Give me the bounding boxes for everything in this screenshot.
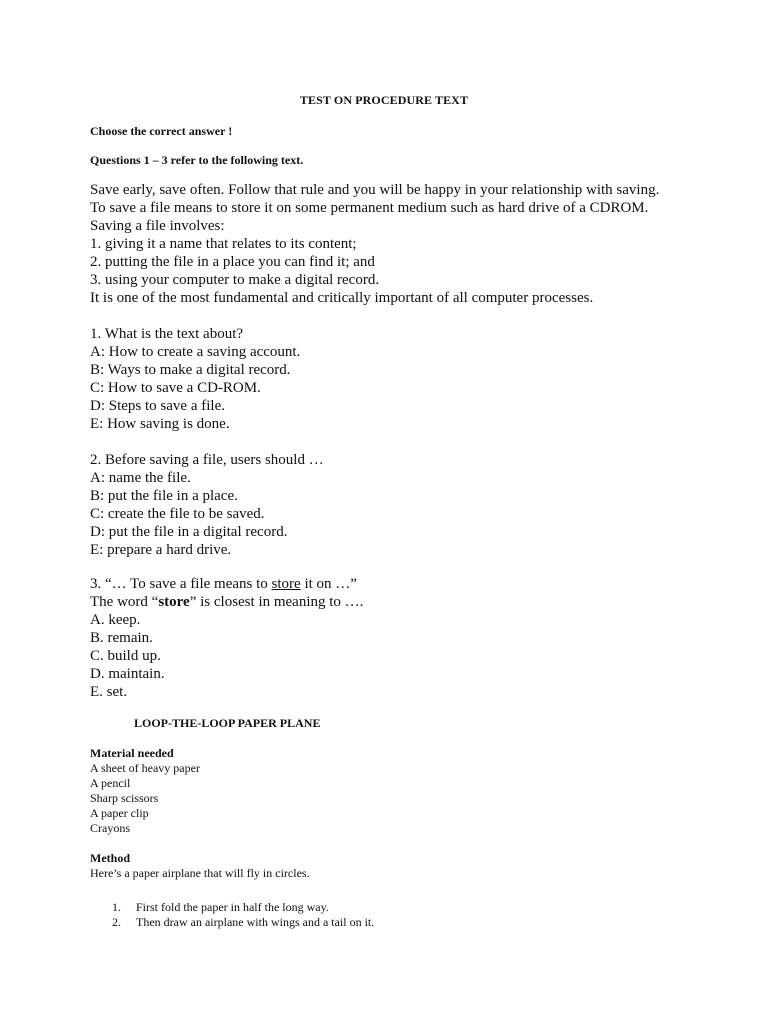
prompt-suffix: ” is closest in meaning to …. xyxy=(189,594,364,610)
passage-line: 1. giving it a name that relates to its content; xyxy=(90,236,357,252)
answer-option: C: How to save a CD-ROM. xyxy=(90,380,261,396)
method-intro: Here’s a paper airplane that will fly in circles. xyxy=(90,866,310,880)
material-item: Crayons xyxy=(90,821,130,835)
question-prompt xyxy=(90,593,730,611)
material-item: A pencil xyxy=(90,776,131,790)
question-text: 1. What is the text about? xyxy=(90,326,244,342)
answer-option: D: put the file in a digital record. xyxy=(90,524,288,540)
materials-list xyxy=(90,761,200,836)
method-heading: Method xyxy=(90,851,130,865)
method-steps xyxy=(112,900,374,930)
passage-line: Save early, save often. Follow that rule and you will be happy in your relationship with saving. xyxy=(90,182,660,198)
material-item: A sheet of heavy paper xyxy=(90,761,200,775)
answer-option: C: create the file to be saved. xyxy=(90,506,265,522)
answer-option: A: name the file. xyxy=(90,470,191,486)
prompt-prefix: The word “ xyxy=(90,594,159,610)
answer-option: A: How to create a saving account. xyxy=(90,344,301,360)
questions-reference: Questions 1 – 3 refer to the following text. xyxy=(90,153,304,167)
passage-line: It is one of the most fundamental and critically important of all computer processes. xyxy=(90,290,594,306)
answer-option: D. maintain. xyxy=(90,666,165,682)
question-2 xyxy=(90,451,730,559)
materials-heading: Material needed xyxy=(90,746,174,760)
step-text: First fold the paper in half the long way. xyxy=(136,900,329,914)
passage-line: To save a file means to store it on some permanent medium such as hard drive of a CDROM. xyxy=(90,200,649,216)
question-text xyxy=(90,575,730,593)
quote-suffix: it on …” xyxy=(300,576,357,592)
question-text: 2. Before saving a file, users should … xyxy=(90,452,324,468)
passage-line: 3. using your computer to make a digital record. xyxy=(90,272,380,288)
step-item xyxy=(112,900,374,915)
page-title: TEST ON PROCEDURE TEXT xyxy=(299,93,469,107)
quote-prefix: 3. “… To save a file means to xyxy=(90,576,272,592)
answer-option: E. set. xyxy=(90,684,128,700)
answer-option: B: put the file in a place. xyxy=(90,488,238,504)
step-text: Then draw an airplane with wings and a tail on it. xyxy=(136,915,375,929)
answer-option: E: How saving is done. xyxy=(90,416,230,432)
step-number: 1. xyxy=(112,900,121,914)
answer-option: C. build up. xyxy=(90,648,161,664)
step-item xyxy=(112,915,374,930)
passage xyxy=(90,181,730,307)
passage-line: 2. putting the file in a place you can find it; and xyxy=(90,254,375,270)
answer-option: B. remain. xyxy=(90,630,153,646)
answer-option: A. keep. xyxy=(90,612,141,628)
answer-option: B: Ways to make a digital record. xyxy=(90,362,291,378)
instruction: Choose the correct answer ! xyxy=(90,124,233,138)
step-number: 2. xyxy=(112,915,121,929)
underlined-word: store xyxy=(271,576,301,592)
answer-option: E: prepare a hard drive. xyxy=(90,542,232,558)
passage-line: Saving a file involves: xyxy=(90,218,225,234)
material-item: Sharp scissors xyxy=(90,791,159,805)
answer-option: D: Steps to save a file. xyxy=(90,398,225,414)
section-title: LOOP-THE-LOOP PAPER PLANE xyxy=(134,716,321,730)
material-item: A paper clip xyxy=(90,806,149,820)
question-3 xyxy=(90,575,730,701)
question-1 xyxy=(90,325,730,433)
bold-word: store xyxy=(158,594,190,610)
